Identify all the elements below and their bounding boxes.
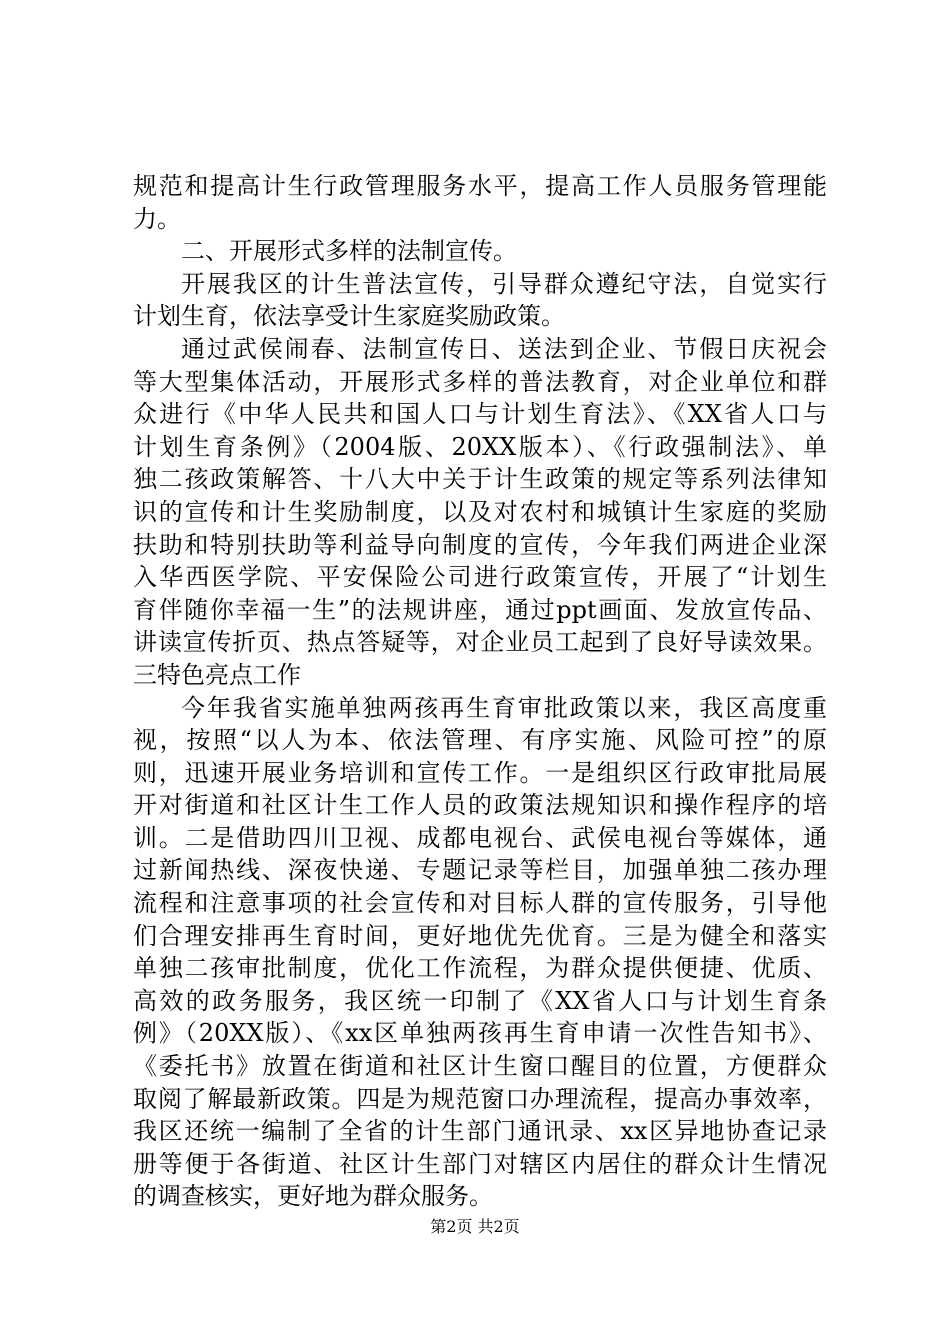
text-line: 独二孩政策解答、十八大中关于计生政策的规定等系列法律知 <box>133 465 827 494</box>
text-line: 计划生育，依法享受计生家庭奖励政策。 <box>133 302 565 331</box>
section-heading: 二、开展形式多样的法制宣传。 <box>181 237 517 266</box>
text-line: 入华西医学院、平安保险公司进行政策宣传，开展了“计划生 <box>133 563 827 592</box>
page-number-footer: 第2页 共2页 <box>430 1217 520 1236</box>
text-line: 们合理安排再生育时间，更好地优先优育。三是为健全和落实 <box>133 921 827 950</box>
text-line: 的调查核实，更好地为群众服务。 <box>133 1182 493 1211</box>
text-line: 育伴随你幸福一生”的法规讲座，通过ppt画面、发放宣传品、 <box>133 595 827 624</box>
text-line: 讲读宣传折页、热点答疑等，对企业员工起到了良好导读效果。 <box>133 628 827 657</box>
section-heading: 三特色亮点工作 <box>133 660 301 689</box>
text-line: 则，迅速开展业务培训和宣传工作。一是组织区行政审批局展 <box>133 758 827 787</box>
text-line: 视，按照“以人为本、依法管理、有序实施、风险可控”的原 <box>133 726 827 755</box>
text-line: 力。 <box>133 204 181 233</box>
document-body <box>133 170 827 1213</box>
text-line: 《委托书》放置在街道和社区计生窗口醒目的位置，方便群众 <box>133 1052 827 1081</box>
text-line: 单独二孩审批制度，优化工作流程，为群众提供便捷、优质、 <box>133 954 827 983</box>
text-line: 众进行《中华人民共和国人口与计划生育法》、《XX省人口与 <box>133 400 827 429</box>
text-line: 流程和注意事项的社会宣传和对目标人群的宣传服务，引导他 <box>133 889 827 918</box>
text-line: 册等便于各街道、社区计生部门对辖区内居住的群众计生情况 <box>133 1149 827 1178</box>
text-line: 识的宣传和计生奖励制度，以及对农村和城镇计生家庭的奖励 <box>133 497 827 526</box>
text-line: 过新闻热线、深夜快递、专题记录等栏目，加强单独二孩办理 <box>133 856 827 885</box>
text-line: 训。二是借助四川卫视、成都电视台、武侯电视台等媒体，通 <box>133 823 827 852</box>
text-line: 扶助和特别扶助等利益导向制度的宣传，今年我们两进企业深 <box>133 530 827 559</box>
text-line: 开对街道和社区计生工作人员的政策法规知识和操作程序的培 <box>133 791 827 820</box>
text-line: 开展我区的计生普法宣传，引导群众遵纪守法，自觉实行 <box>181 269 827 298</box>
text-line: 例》（20XX版）、《xx区单独两孩再生育申请一次性告知书》、 <box>133 1019 827 1048</box>
text-line: 等大型集体活动，开展形式多样的普法教育，对企业单位和群 <box>133 367 827 396</box>
text-line: 通过武侯闹春、法制宣传日、送法到企业、节假日庆祝会 <box>181 334 827 363</box>
text-line: 取阅了解最新政策。四是为规范窗口办理流程，提高办事效率， <box>133 1084 827 1113</box>
text-line: 今年我省实施单独两孩再生育审批政策以来，我区高度重 <box>181 693 827 722</box>
text-line: 计划生育条例》（2004版、20XX版本）、《行政强制法》、单 <box>133 432 827 461</box>
text-line: 高效的政务服务，我区统一印制了《XX省人口与计划生育条 <box>133 986 827 1015</box>
text-line: 我区还统一编制了全省的计生部门通讯录、xx区异地协查记录 <box>133 1117 827 1146</box>
text-line: 规范和提高计生行政管理服务水平，提高工作人员服务管理能 <box>133 172 827 200</box>
